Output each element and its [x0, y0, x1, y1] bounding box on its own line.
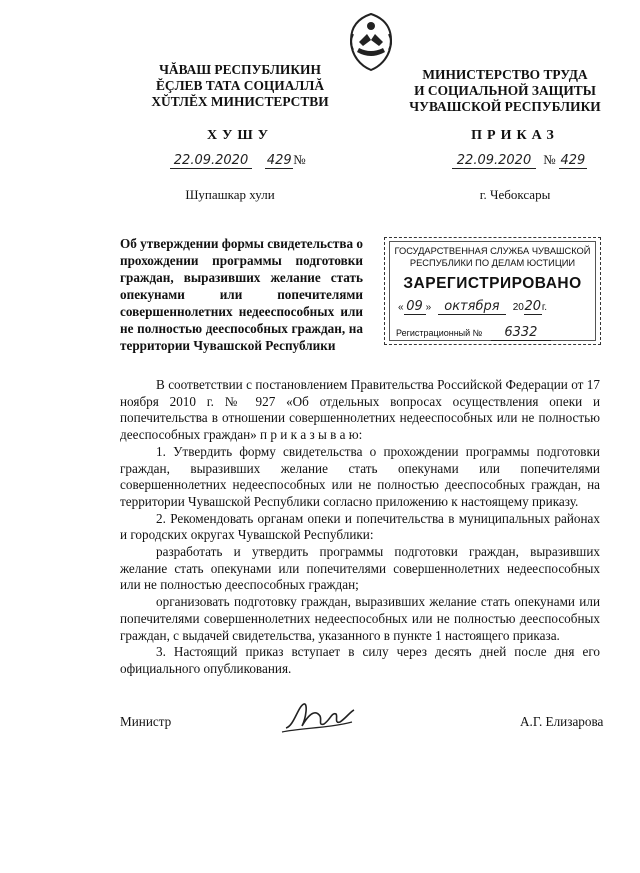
- order-word-russian: ПРИКАЗ: [471, 128, 559, 143]
- number-sign-left: №: [293, 152, 306, 167]
- date-line-right: [452, 152, 587, 169]
- body-paragraph: В соответствии с постановлением Правительства Российской Федерации от 17 ноября 2010 г. № 927 «Об отдельных вопросах осуществления опеки и попечительства в отношении совершеннолетних недееспособных или не полностью дееспособных граждан» п р и к а з ы в а ю:: [120, 377, 600, 443]
- stamp-date-line: [390, 299, 595, 315]
- header-left-line: ХŬТЛĔХ МИНИСТЕРСТВИ: [151, 94, 329, 109]
- signatory-name: А.Г. Елизарова: [520, 714, 604, 729]
- header-left-line: ЧĂВАШ РЕСПУБЛИКИН: [159, 62, 321, 77]
- stamp-year-prefix: 20: [512, 302, 524, 313]
- stamp-agency: [390, 245, 595, 269]
- stamp-agency-line: РЕСПУБЛИКИ ПО ДЕЛАМ ЮСТИЦИИ: [409, 258, 576, 268]
- document-body: [120, 377, 600, 678]
- handwritten-signature: [280, 698, 360, 738]
- city-left: Шупашкар хули: [185, 187, 275, 202]
- number-sign-right: №: [543, 152, 556, 167]
- header-left-line: ĔÇЛЕВ ТАТА СОЦИАЛЛĂ: [155, 78, 325, 93]
- body-paragraph: организовать подготовку граждан, выразивших желание стать опекунами или попечителями совершеннолетних недееспособных или не полностью дееспособных граждан, с выдачей свидетельства, указанного в пункте 1 настоящего приказа.: [120, 594, 600, 643]
- order-word-chuvash: ХУШУ: [206, 128, 274, 143]
- header-right-org: [395, 67, 615, 115]
- stamp-year-abbr: г.: [541, 302, 548, 313]
- stamp-reg-number: 6332: [491, 325, 551, 341]
- stamp-registered: ЗАРЕГИСТРИРОВАНО: [403, 275, 582, 292]
- stamp-quote-close: »: [425, 302, 432, 313]
- header-right-line: ЧУВАШСКОЙ РЕСПУБЛИКИ: [409, 99, 601, 114]
- stamp-year-suffix: 20: [524, 299, 542, 314]
- chuvash-emblem-icon: [345, 12, 397, 72]
- stamp-reg-line: [390, 325, 595, 341]
- stamp-inner-frame: [389, 241, 596, 341]
- stamp-reg-label: Регистрационный №: [396, 328, 483, 338]
- body-paragraph: 1. Утвердить форму свидетельства о прохождении программы подготовки граждан, выразивших желание стать опекунами или попечителями совершеннолетних недееспособных или не полностью дееспособных граждан, на территории Чувашской Республики согласно приложению к настоящему приказу.: [120, 443, 600, 509]
- signatory-title: Министр: [120, 714, 172, 729]
- date-line-left: [170, 152, 306, 169]
- stamp-day: 09: [404, 299, 426, 315]
- stamp-quote-open: «: [398, 302, 404, 313]
- number-left: 429: [266, 153, 292, 168]
- stamp-month: октября: [438, 299, 506, 315]
- date-left: 22.09.2020: [170, 153, 252, 169]
- city-right: г. Чебоксары: [479, 187, 551, 202]
- header-right-line: И СОЦИАЛЬНОЙ ЗАЩИТЫ: [414, 83, 596, 98]
- header-left-org: [140, 62, 340, 110]
- number-right: 429: [560, 153, 586, 168]
- stamp-agency-line: ГОСУДАРСТВЕННАЯ СЛУЖБА ЧУВАШСКОЙ: [394, 246, 591, 256]
- body-paragraph: 3. Настоящий приказ вступает в силу через десять дней после дня его официального опубликования.: [120, 644, 600, 676]
- body-paragraph: разработать и утвердить программы подготовки граждан, выразивших желание стать опекунами или попечителями совершеннолетних недееспособных или не полностью дееспособных граждан;: [120, 544, 600, 593]
- document-title: Об утверждении формы свидетельства о прохождении программы подготовки граждан, выразивших желание стать опекунами или попечителями совершеннолетних недееспособных или не полностью дееспособных граждан, на территории Чувашской Республики: [120, 236, 363, 353]
- body-paragraph: 2. Рекомендовать органам опеки и попечительства в муниципальных районах и городских округах Чувашской Республики:: [120, 510, 600, 543]
- registration-stamp: [384, 237, 601, 345]
- header-right-line: МИНИСТЕРСТВО ТРУДА: [422, 67, 588, 82]
- date-right: 22.09.2020: [452, 153, 536, 169]
